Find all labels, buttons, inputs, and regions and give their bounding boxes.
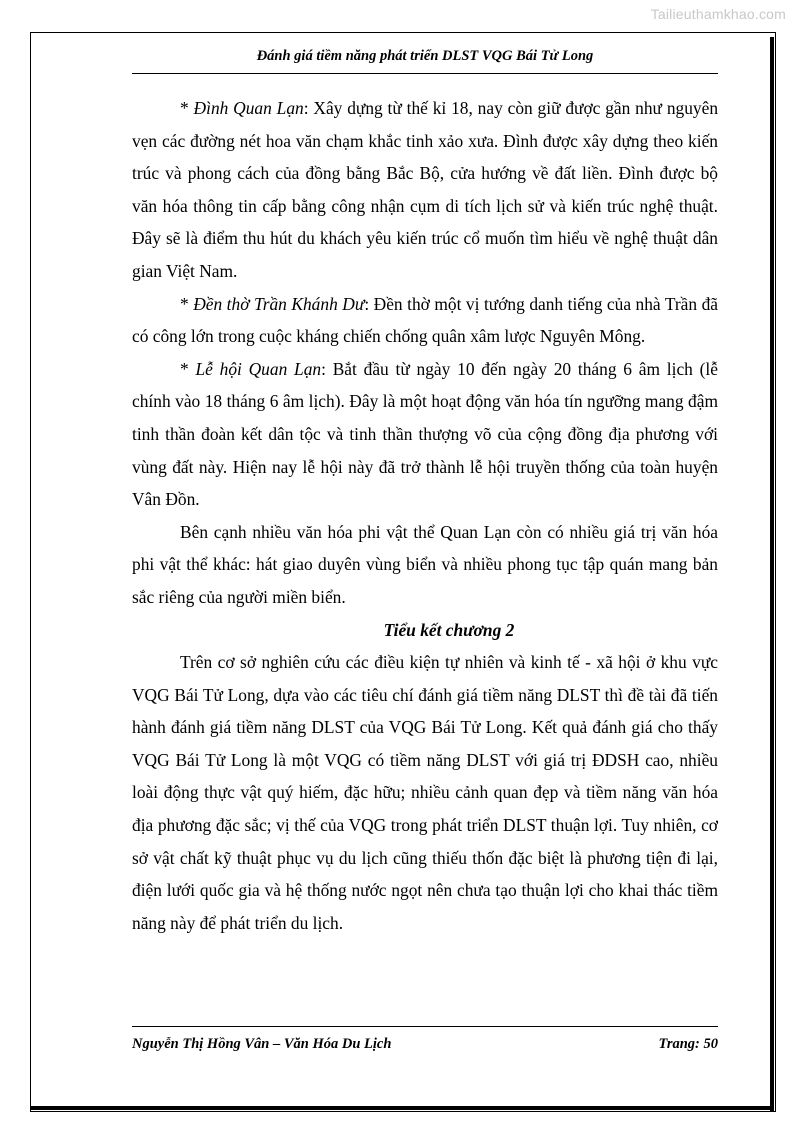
paragraph-phi-vat-the: Bên cạnh nhiều văn hóa phi vật thể Quan Lạn còn có nhiều giá trị văn hóa phi vật thể khác: hát giao duyên vùng biển và nhiều phong tục tập quán mang bản sắc riêng của người miền biển. — [132, 521, 718, 607]
paragraph-text: : Xây dựng từ thế kỉ 18, nay còn giữ được gần như nguyên vẹn các đường nét hoa văn chạm khắc tinh xảo xưa. Đình được xây dựng theo kiến trúc và phong cách của đồng bằng Bắc Bộ, cửa hướng về đất liền. Đình được bộ văn hóa thông tin cấp bằng công nhận cụm di tích lịch sử và kiến trúc nghệ thuật. Đây sẽ là điểm thu hút du khách yêu kiến trúc cổ muốn tìm hiểu về nghệ thuật dân gian Việt Nam. — [132, 98, 719, 281]
paragraph-text: : Đền thờ một vị tướng danh tiếng của nhà Trần đã có công lớn trong cuộc kháng chiến chống quân xâm lược Nguyên Mông. — [132, 293, 718, 347]
border-right-shadow — [770, 37, 774, 1112]
paragraph-term: Đình Quan Lạn — [193, 98, 304, 118]
header-divider — [132, 73, 718, 74]
paragraph-term: Đền thờ Trần Khánh Dư — [193, 293, 365, 314]
watermark: Tailieuthamkhao.com — [650, 6, 786, 22]
border-right-outer — [775, 32, 776, 1112]
paragraph-dinh-quan-lan — [132, 92, 718, 288]
footer-author: Nguyễn Thị Hồng Vân – Văn Hóa Du Lịch — [132, 1036, 392, 1052]
border-left — [30, 32, 31, 1112]
bullet-marker: * — [180, 293, 194, 314]
border-bottom-outer — [30, 1111, 776, 1112]
document-body — [132, 92, 718, 939]
paragraph-le-hoi — [132, 353, 718, 516]
bullet-marker: * — [180, 358, 196, 379]
border-bottom-shadow — [30, 1106, 774, 1110]
paragraph-text: : Bắt đầu từ ngày 10 đến ngày 20 tháng 6 âm lịch (lễ chính vào 18 tháng 6 âm lịch). Đây là một hoạt động văn hóa tín ngưỡng mang đậm tinh thần đoàn kết dân tộc và tinh thần thượng võ của cộng đồng địa phương với vùng đất này. Hiện nay lễ hội này đã trở thành lễ hội truyền thống của toàn huyện Vân Đồn. — [132, 358, 718, 510]
footer-divider — [132, 1026, 718, 1027]
section-title: Tiểu kết chương 2 — [383, 619, 515, 640]
bullet-marker: * — [180, 98, 194, 118]
page-footer — [132, 1036, 718, 1053]
page-number: Trang: 50 — [658, 1036, 718, 1052]
border-top — [30, 32, 776, 33]
paragraph-den-tho — [132, 288, 718, 353]
paragraph-term: Lễ hội Quan Lạn — [195, 358, 322, 379]
section-body: Trên cơ sở nghiên cứu các điều kiện tự nhiên và kinh tế - xã hội ở khu vực VQG Bái Tử Long, dựa vào các tiêu chí đánh giá tiềm năng DLST thì đề tài đã tiến hành đánh giá tiềm năng DLST của VQG Bái Tử Long. Kết quả đánh giá cho thấy VQG Bái Tử Long là một VQG có tiềm năng DLST với giá trị ĐDSH cao, nhiều loài động thực vật quý hiếm, đặc hữu; nhiều cảnh quan đẹp và tiềm năng văn hóa địa phương đặc sắc; vị thế của VQG trong phát triển DLST thuận lợi. Tuy nhiên, cơ sở vật chất kỹ thuật phục vụ du lịch cũng thiếu thốn đặc biệt là phương tiện đi lại, điện lưới quốc gia và hệ thống nước ngọt nên chưa tạo thuận lợi cho khai thác tiềm năng này để phát triển du lịch. — [132, 652, 718, 933]
page-header: Đánh giá tiềm năng phát triển DLST VQG Bái Tử Long — [256, 48, 594, 64]
